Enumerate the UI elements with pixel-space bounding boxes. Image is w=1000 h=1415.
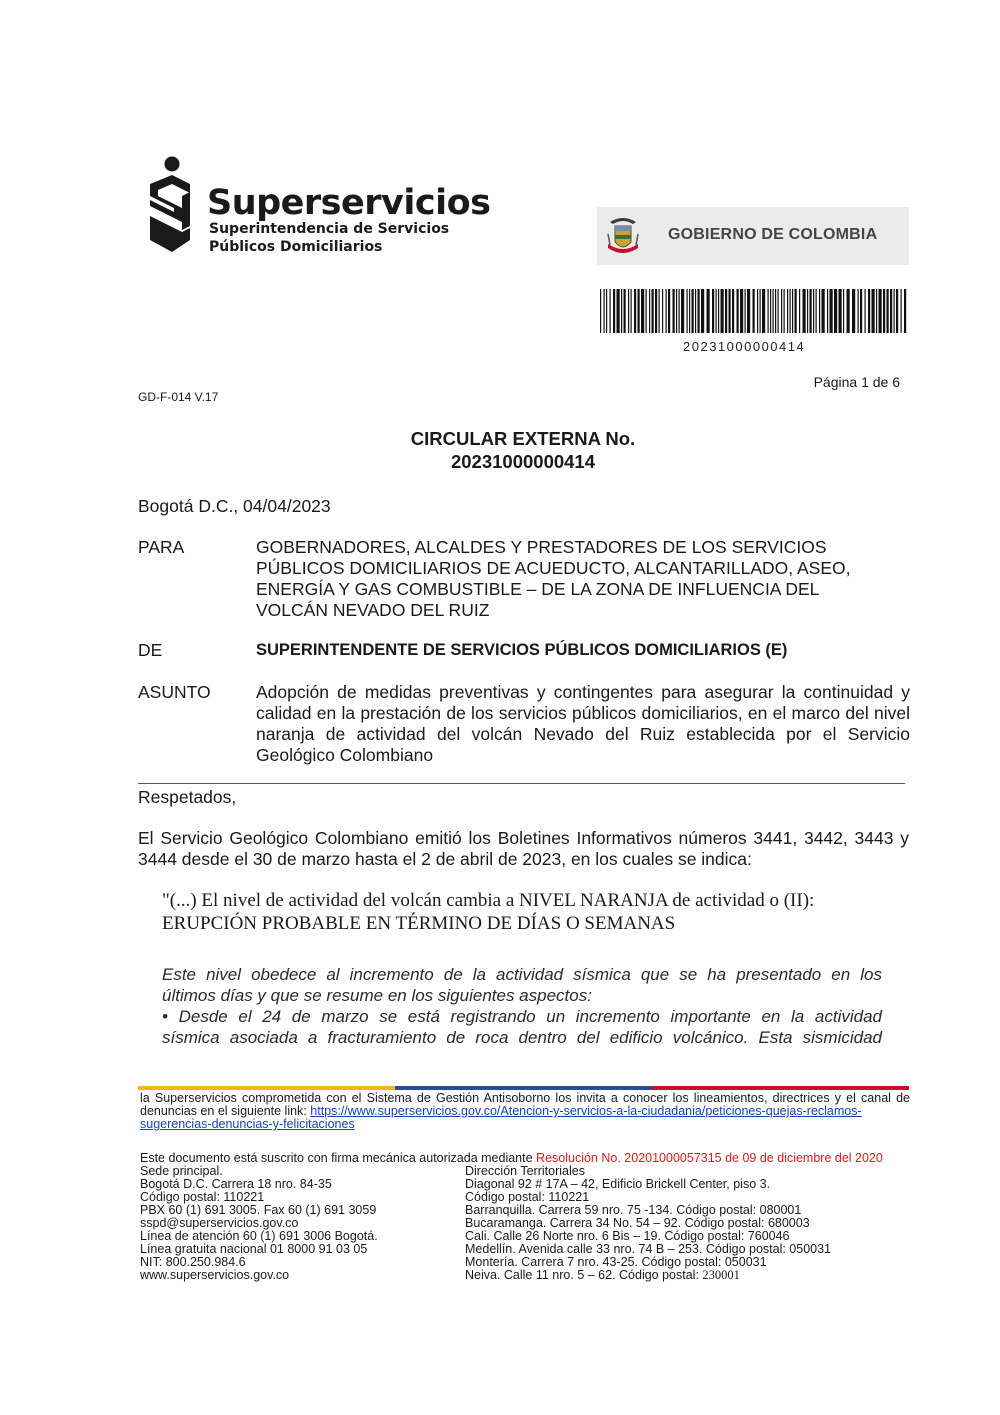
barcode-bar — [803, 289, 806, 333]
logo-subtitle-line-2: Públicos Domiciliarios — [209, 239, 383, 255]
para-line: PÚBLICOS DOMICILIARIOS DE ACUEDUCTO, ALCANTARILLADO, ASEO, — [256, 558, 851, 578]
asunto-value — [256, 682, 910, 766]
barcode-bar — [681, 289, 684, 333]
barcode-bar — [649, 289, 650, 333]
colombia-coat-of-arms-icon — [606, 214, 640, 258]
section-divider — [138, 783, 905, 784]
para-line: ENERGÍA Y GAS COMBUSTIBLE – DE LA ZONA DE INFLUENCIA DEL — [256, 579, 820, 599]
barcode-bar — [740, 289, 743, 333]
barcode-bar — [613, 289, 615, 333]
italic-line: últimos días y que se resume en los siguientes aspectos: — [162, 986, 592, 1005]
barcode-bar — [621, 289, 622, 333]
antisoborno-notice — [140, 1092, 910, 1131]
barcode-bar — [676, 289, 677, 333]
barcode-bar — [721, 289, 724, 333]
barcode-bar — [628, 289, 629, 333]
sede-address: Bogotá D.C. Carrera 18 nro. 84-35 — [140, 1177, 332, 1191]
barcode-bar — [655, 289, 657, 333]
para-line: GOBERNADORES, ALCALDES Y PRESTADORES DE LOS SERVICIOS — [256, 537, 827, 557]
body-line: 3444 desde el 30 de marzo hasta el 2 de abril de 2023, en los cuales se indica: — [138, 849, 752, 869]
form-code: GD-F-014 V.17 — [138, 390, 219, 404]
barcode-bar — [652, 289, 654, 333]
de-value: SUPERINTENDENTE DE SERVICIOS PÚBLICOS DOMICILIARIOS (E) — [256, 641, 788, 659]
barcode-bar — [673, 289, 675, 333]
document-title: CIRCULAR EXTERNA No. — [410, 428, 636, 449]
territorial-address: Bucaramanga. Carrera 34 No. 54 – 92. Código postal: 680003 — [465, 1216, 810, 1230]
date-line: Bogotá D.C., 04/04/2023 — [138, 496, 331, 516]
signature-prefix: Este documento está suscrito con firma mecánica autorizada mediante — [140, 1151, 537, 1165]
barcode-bar — [816, 289, 817, 333]
barcode-bar — [707, 289, 710, 333]
barcode-bar — [610, 289, 611, 333]
barcode-bar — [729, 289, 731, 333]
asunto-line: Geológico Colombiano — [256, 745, 434, 765]
barcode-bar — [890, 289, 892, 333]
neiva-postal-code: 230001 — [702, 1268, 740, 1282]
barcode-bar — [770, 289, 771, 333]
para-line: VOLCÁN NEVADO DEL RUIZ — [256, 600, 490, 620]
barcode-bar — [718, 289, 719, 333]
sede-line-atencion: Línea de atención 60 (1) 691 3006 Bogotá. — [140, 1229, 378, 1243]
italic-line: sísmica asociada a fracturamiento de roca dentro del edificio volcánico. Esta sismicidad — [162, 1028, 882, 1047]
barcode-bar — [807, 289, 808, 333]
barcode-bar — [725, 289, 727, 333]
italic-line: • Desde el 24 de marzo se está registrando un incremento importante en la actividad — [162, 1007, 882, 1026]
barcode-bar — [646, 289, 647, 333]
sede-website[interactable]: www.superservicios.gov.co — [140, 1268, 290, 1282]
barcode-bar — [865, 289, 866, 333]
quote-line: ERUPCIÓN PROBABLE EN TÉRMINO DE DÍAS O SEMANAS — [162, 913, 676, 934]
barcode-bar — [716, 289, 717, 333]
sede-phone: PBX 60 (1) 691 3005. Fax 60 (1) 691 3059 — [140, 1203, 377, 1217]
italic-line: Este nivel obedece al incremento de la actividad sísmica que se ha presentado en los — [162, 965, 882, 984]
sede-email[interactable]: sspd@superservicios.gov.co — [140, 1216, 299, 1230]
body-line: El Servicio Geológico Colombiano emitió los Boletines Informativos números 3441, 3442, 3443 y — [138, 828, 909, 848]
de-label: DE — [138, 640, 163, 660]
barcode-bar — [600, 289, 601, 333]
barcode-bar — [894, 289, 895, 333]
barcode-bar — [904, 289, 906, 333]
barcode-bar — [792, 289, 793, 333]
barcode-bar — [747, 289, 750, 333]
barcode-bar — [762, 289, 765, 333]
asunto-label: ASUNTO — [138, 682, 211, 702]
footer-right-column — [465, 1165, 831, 1282]
barcode-bar — [757, 289, 758, 333]
barcode-bar — [790, 289, 791, 333]
document-barcode — [600, 289, 910, 333]
barcode-bar — [689, 289, 690, 333]
barcode-bar — [887, 289, 889, 333]
barcode-bar — [732, 289, 734, 333]
page-indicator: Página 1 de 6 — [813, 374, 900, 390]
barcode-bar — [624, 289, 626, 333]
logo-subtitle-line-1: Superintendencia de Servicios — [209, 221, 450, 237]
footer-left-column — [140, 1165, 378, 1282]
barcode-bar — [634, 289, 636, 333]
para-label: PARA — [138, 537, 185, 557]
barcode-bar — [847, 289, 850, 333]
sede-nit: NIT: 800.250.984.6 — [140, 1255, 246, 1269]
barcode-bar — [868, 289, 870, 333]
body-paragraph-1 — [138, 828, 909, 870]
territorial-address — [465, 1269, 831, 1282]
barcode-bar — [810, 289, 812, 333]
barcode-bar — [712, 289, 714, 333]
barcode-bar — [692, 289, 694, 333]
barcode-bar — [687, 289, 688, 333]
territorial-address: Código postal: 110221 — [465, 1190, 590, 1204]
neiva-prefix: Neiva. Calle 11 nro. 5 – 62. Código postal: — [465, 1268, 703, 1282]
barcode-bar — [698, 289, 700, 333]
barcode-number: 20231000000414 — [683, 339, 806, 354]
notice-prefix: denuncias en el siguiente link: — [140, 1104, 311, 1118]
barcode-bar — [638, 289, 640, 333]
salutation: Respetados, — [138, 787, 237, 807]
footer-color-bar — [138, 1086, 909, 1090]
barcode-bar — [631, 289, 632, 333]
territorial-address: Montería. Carrera 7 nro. 43-25. Código postal: 050031 — [465, 1255, 767, 1269]
italic-quote-paragraph — [162, 964, 882, 1048]
barcode-bar — [896, 289, 898, 333]
barcode-bar — [662, 289, 663, 333]
footer-bar-red — [652, 1086, 909, 1090]
barcode-bar — [858, 289, 859, 333]
barcode-bar — [701, 289, 704, 333]
barcode-bar — [775, 289, 776, 333]
barcode-bar — [830, 289, 833, 333]
asunto-line: Adopción de medidas preventivas y contingentes para asegurar la continuidad y — [256, 682, 910, 702]
asunto-line: calidad en la prestación de los servicios públicos domiciliarios, en el marco del nivel — [256, 703, 910, 723]
barcode-bar — [879, 289, 882, 333]
logo-wordmark: Superservicios — [207, 183, 491, 223]
barcode-bar — [695, 289, 696, 333]
barcode-bar — [773, 289, 774, 333]
barcode-bar — [799, 289, 800, 333]
para-value — [256, 537, 851, 621]
sede-title: Sede principal. — [140, 1164, 223, 1178]
barcode-bar — [784, 289, 785, 333]
barcode-bar — [668, 289, 670, 333]
barcode-bar — [852, 289, 855, 333]
barcode-bar — [679, 289, 680, 333]
quote-block — [162, 889, 814, 935]
barcode-bar — [768, 289, 769, 333]
barcode-bar — [787, 289, 788, 333]
territorial-address: Cali. Calle 26 Norte nro. 6 Bis – 19. Código postal: 760046 — [465, 1229, 790, 1243]
territorial-address: Medellín. Avenida calle 33 nro. 74 B – 253. Código postal: 050031 — [465, 1242, 832, 1256]
barcode-bar — [872, 289, 875, 333]
barcode-bar — [781, 289, 782, 333]
territorial-address: Barranquilla. Carrera 59 nro. 75 -134. Código postal: 080001 — [465, 1203, 802, 1217]
document-number: 20231000000414 — [450, 451, 596, 472]
barcode-bar — [834, 289, 837, 333]
superservicios-logo-icon — [142, 156, 194, 254]
barcode-bar — [822, 289, 825, 333]
territorial-address: Diagonal 92 # 17A – 42, Edificio Brickell Center, piso 3. — [465, 1177, 771, 1191]
barcode-bar — [606, 289, 607, 333]
barcode-bar — [860, 289, 862, 333]
pqrs-link-continuation[interactable]: sugerencias-denuncias-y-felicitaciones — [140, 1117, 355, 1131]
notice-line-1: la Superservicios comprometida con el Sistema de Gestión Antisoborno los invita a conocer los lineamientos, directrices y el canal de — [140, 1091, 910, 1105]
barcode-bar — [659, 289, 660, 333]
barcode-bar — [839, 289, 842, 333]
quote-line: "(...) El nivel de actividad del volcán cambia a NIVEL NARANJA de actividad o (II): — [162, 890, 815, 911]
barcode-bar — [843, 289, 844, 333]
footer-bar-yellow — [138, 1086, 395, 1090]
barcode-bar — [827, 289, 828, 333]
sede-line-gratuita: Línea gratuita nacional 01 8000 91 03 05 — [140, 1242, 368, 1256]
barcode-bar — [819, 289, 820, 333]
footer-bar-blue — [395, 1086, 652, 1090]
barcode-bar — [666, 289, 667, 333]
gobierno-de-colombia-label: GOBIERNO DE COLOMBIA — [668, 226, 878, 243]
signature-resolution: Resolución No. 20201000057315 de 09 de diciembre del 2020 — [536, 1151, 883, 1165]
sede-postal: Código postal: 110221 — [140, 1190, 265, 1204]
pqrs-link[interactable]: https://www.superservicios.gov.co/Atencion-y-servicios-a-la-ciudadania/peticiones-quejas-reclamos- — [310, 1104, 862, 1118]
barcode-bar — [901, 289, 902, 333]
barcode-bar — [813, 289, 814, 333]
asunto-line: naranja de actividad del volcán Nevado del Ruiz establecida por el Servicio — [256, 724, 910, 744]
barcode-bar — [737, 289, 739, 333]
barcode-bar — [876, 289, 877, 333]
barcode-bar — [617, 289, 620, 333]
barcode-bar — [795, 289, 797, 333]
barcode-bar — [604, 289, 605, 333]
barcode-bar — [641, 289, 644, 333]
barcode-bar — [778, 289, 779, 333]
barcode-bar — [745, 289, 746, 333]
barcode-bar — [883, 289, 885, 333]
barcode-bar — [753, 289, 755, 333]
barcode-bar — [760, 289, 761, 333]
territoriales-title: Dirección Territoriales — [465, 1164, 585, 1178]
